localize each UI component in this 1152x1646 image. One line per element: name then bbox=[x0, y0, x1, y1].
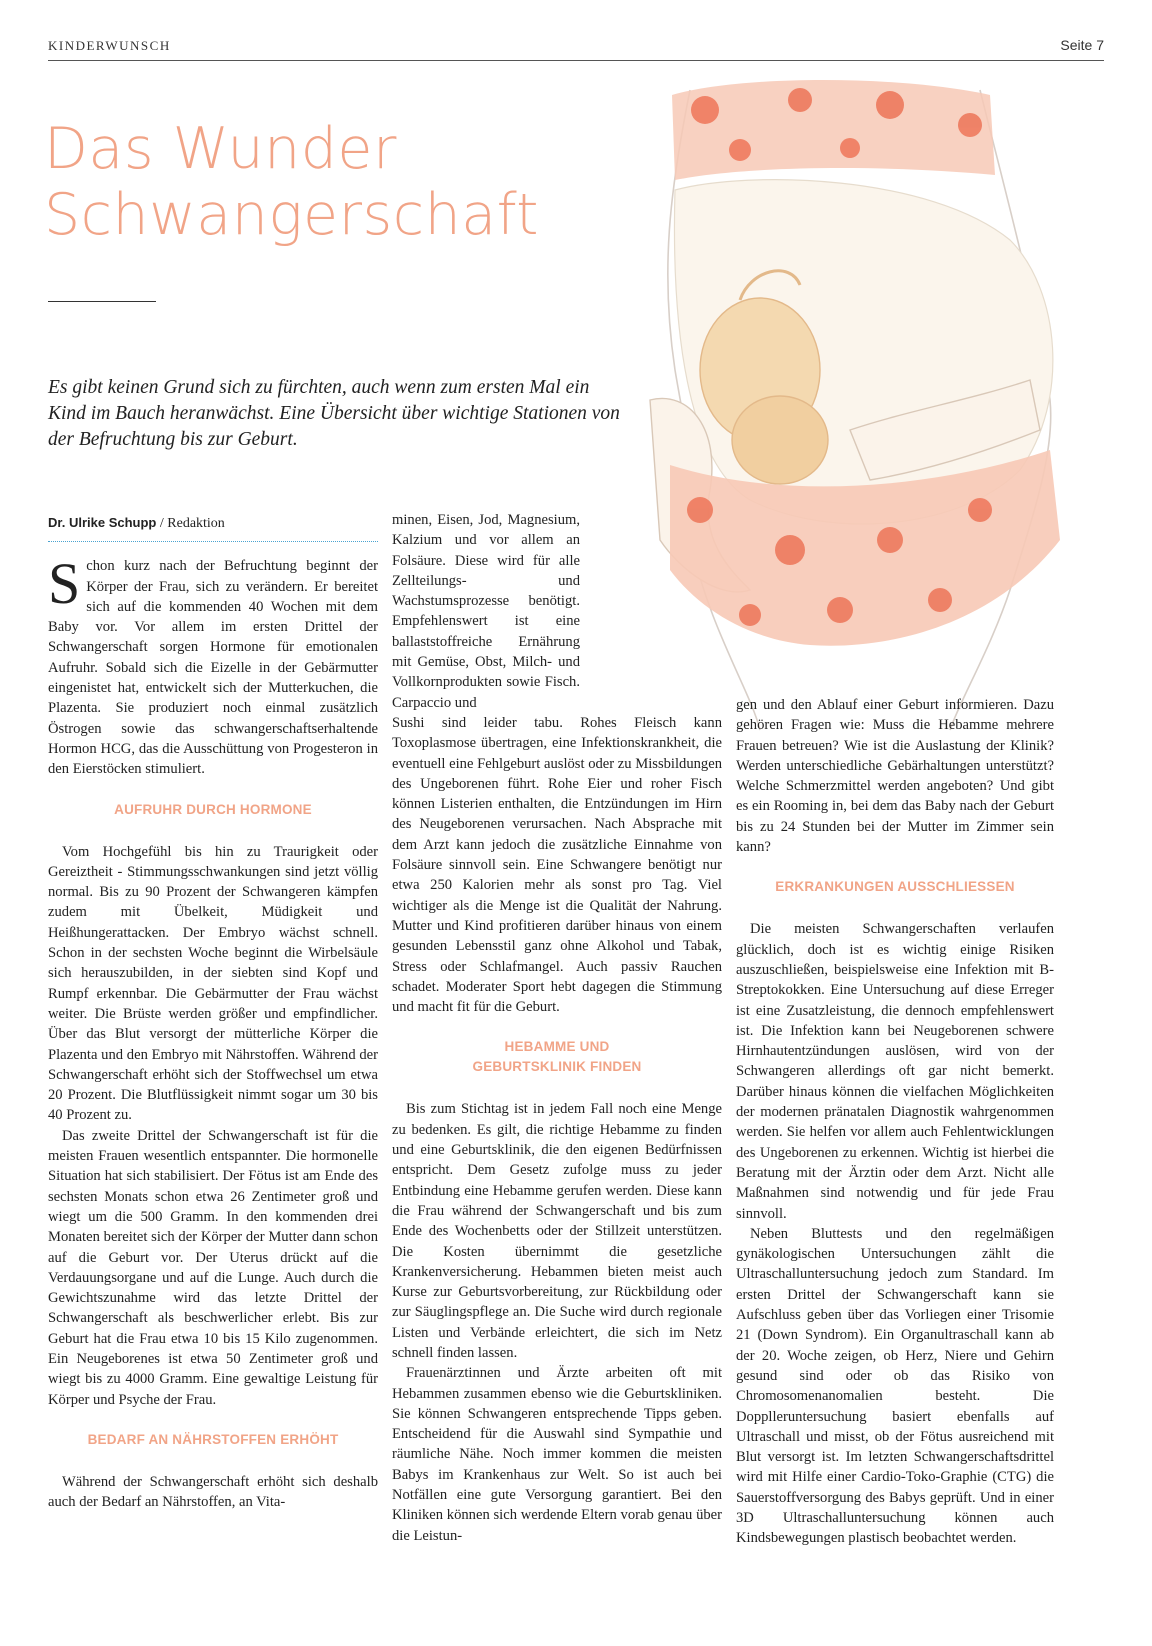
paragraph: Neben Bluttests und den regelmäßigen gynäkologischen Untersuchungen zählt die Ultraschalluntersuchung jedoch zum Standard. Im ersten Drittel der Schwangerschaft kann sie Aufschluss geben über das Vorliegen einer Trisomie 21 (Down Syndrom). Ein Organultraschall kann ab der 20. Woche zeigen, ob Herz, Niere und Gehirn gesund sind oder ob das Risiko von Chromosomenanomalien besteht. Die Dopplleruntersuchung basiert ebenfalls auf Ultraschall und misst, ob der Fötus ausreichend mit Blut versorgt ist. Im letzten Schwangerschaftsdrittel wird mit Hilfe einer Cardio-Toko-Graphie (CTG) die Sauerstoffversorgung des Babys geprüft. Und in einer 3D Ultraschalluntersuchung können auch Kindsbewegungen plastisch beobachtet werden. bbox=[736, 1225, 1054, 1547]
bra bbox=[672, 80, 995, 180]
column-2 bbox=[392, 510, 722, 1546]
paragraph: Das zweite Drittel der Schwangerschaft ist für die meisten Frauen wesentlich entspannter. Die hormonelle Situation hat sich stabilisiert. Der Fötus ist am Ende des sechsten Monats schon etwa 26 Zentimeter groß und wiegt um die 500 Gramm. In den kommenden drei Monaten bereitet sich der Körper der Mutter dann schon auf die Geburt vor. Der Uterus drückt auf die Verdauungsorgane und auf die Lunge. Auch durch die Gewichtszunahme wird das letzte Drittel der Schwangerschaft als beschwerlicher erlebt. Bis zur Geburt hat die Frau etwa 10 bis 15 Kilo zugenommen. Ein Neugeborenes ist etwa 50 Zentimeter groß und wiegt bis zu 4000 Gramm. Eine gewaltige Leistung für Körper und Psyche der Frau. bbox=[48, 1127, 378, 1408]
paragraph: minen, Eisen, Jod, Magnesium, Kalzium und vor allem an Folsäure. Diese wird für alle Zellteilungs- und Wachstumsprozesse benötigt. Empfehlenswert ist eine ballaststoffreiche Ernährung mit Gemüse, Obst, Milch- und Vollkornprodukten sowie Fisch. Carpaccio und bbox=[392, 512, 580, 711]
paragraph: Vom Hochgefühl bis hin zu Traurigkeit oder Gereiztheit - Stimmungsschwankungen sind jetzt völlig normal. Bis zu 90 Prozent der Schwangeren kämpfen zudem mit Übelkeit, Müdigkeit und Heißhungerattacken. Der Embryo wächst schnell. Schon in der sechsten Woche beginnt die Wirbelsäule sich herauszubilden, in der siebten sind Kopf und Rumpf erkennbar. Die Gebärmutter der Frau wächst weiter. Die Brüste werden größer und empfindlicher. Über das Blut versorgt der mütterliche Körper die Plazenta und den Embryo mit Nährstoffen. Während der Schwangerschaft erhöht sich der Stoffwechsel um etwa 20 Prozent. Die Blutflüssigkeit nimmt sogar um 30 bis 40 Prozent zu. bbox=[48, 843, 378, 1124]
subheading bbox=[392, 1037, 722, 1077]
paragraph: Bis zum Stichtag ist in jedem Fall noch eine Menge zu bedenken. Es gilt, die richtige Hebamme zu finden und eine Geburtsklinik, die den eigenen Bedürfnissen entspricht. Dem Gesetz zufolge muss zu jeder Entbindung eine Hebamme gerufen werden. Diese kann die Frau während der Schwangerschaft und bis zum Ende des Wochenbetts oder der Stillzeit unterstützen. Die Kosten übernimmt die gesetzliche Krankenversicherung. Hebammen bieten meist auch Kurse zur Geburtsvorbereitung, zur Rückbildung oder zur Säuglingspflege an. Die Suche wird durch regionale Listen und Verbände erleichtert, die sich im Netz schnell finden lassen. bbox=[392, 1101, 722, 1361]
paragraph: Die meisten Schwangerschaften verlaufen glücklich, doch ist es wichtig einige Risiken auszuschließen, beispielsweise eine Infektion mit B-Streptokokken. Eine Untersuchung auf diese Erreger ist eine Zusatzleistung, die dennoch empfehlenswert ist. Die Infektion kann bei Neugeborenen schwere Hirnhautentzündungen auslösen, wird von der Schwangeren allerdings oft gar nicht bemerkt. Darüber hinaus können die vielfachen Möglichkeiten der modernen pränatalen Diagnostik wahrgenommen werden. Sie helfen vor allem auch Fehlentwicklungen des Ungeborenen zu erkennen. Wichtig ist hierbei die Beratung mit der Ärztin oder dem Arzt. Nicht alle Maßnahmen sind notwendig und für jede Frau sinnvoll. bbox=[736, 921, 1054, 1222]
subheading: AUFRUHR DURCH HORMONE bbox=[114, 801, 312, 817]
page-number: Seite 7 bbox=[1060, 37, 1104, 53]
header-rule bbox=[48, 60, 1104, 61]
title-line-2: Schwangerschaft bbox=[44, 182, 540, 248]
subheading-line-2: GEBURTSKLINIK FINDEN bbox=[472, 1059, 642, 1075]
article-title bbox=[44, 116, 684, 248]
column-3 bbox=[736, 695, 1054, 1549]
running-header-section: KINDERWUNSCH bbox=[48, 38, 171, 53]
title-line-1: Das Wunder bbox=[44, 116, 397, 182]
byline bbox=[48, 513, 378, 542]
paragraph: Während der Schwangerschaft erhöht sich deshalb auch der Bedarf an Nährstoffen, an Vita- bbox=[48, 1473, 378, 1511]
subheading: ERKRANKUNGEN AUSSCHLIESSEN bbox=[775, 879, 1015, 895]
author-name: Dr. Ulrike Schupp bbox=[48, 515, 157, 530]
title-rule bbox=[48, 301, 156, 302]
subheading-line-1: HEBAMME UND bbox=[504, 1039, 610, 1055]
paragraph: gen und den Ablauf einer Geburt informieren. Dazu gehören Fragen wie: Muss die Hebamme mehrere Frauen betreuen? Wie ist die Auslastung der Klinik? Werden unterschiedliche Gebärhaltungen unterstützt? Welche Schmerzmittel werden angeboten? Und gibt es ein Rooming in, bei dem das Baby nach der Geburt bis zu 24 Stunden bei der Mutter im Zimmer sein kann? bbox=[736, 697, 1054, 856]
subheading: BEDARF AN NÄHRSTOFFEN ERHÖHT bbox=[87, 1431, 339, 1447]
paragraph bbox=[48, 551, 378, 779]
paragraph: Sushi sind leider tabu. Rohes Fleisch kann Toxoplasmose übertragen, eine Infektionskrankheit, die eventuell eine Fehlgeburt auslöst oder zu Missbildungen des Ungeborenen führt. Rohe Eier und roher Fisch können Listerien enthalten, die Entzündungen im Hirn des Neugeborenen verursachen. Nach Absprache mit dem Arzt kann jedoch die zusätzliche Einnahme von Folsäure sinnvoll sein. Eine Schwangere benötigt nur etwa 250 Kalorien mehr als sonst pro Tag. Viel wichtiger als die Menge ist die Qualität der Nahrung. Mutter und Kind profitieren darüber hinaus von einem gesunden Lebensstil ganz ohne Alkohol und Tabak, Stress oder Schlafmangel. Auch passiv Rauchen schadet. Moderater Sport hebt dagegen die Stimmung und macht fit für die Geburt. bbox=[392, 714, 722, 1016]
column-1 bbox=[48, 513, 378, 1512]
paragraph: Frauenärztinnen und Ärzte arbeiten oft mit Hebammen zusammen ebenso wie die Geburtskliniken. Sie können Schwangeren entsprechende Tipps geben. Entscheidend für die Auswahl sind Sympathie und räumliche Nähe. Noch immer kommen die meisten Babys im Krankenhaus zur Welt. So ist auch bei Notfällen eine gute Versorgung garantiert. Bei den Kliniken können sich werdende Eltern vorab genau über die Leistun- bbox=[392, 1365, 722, 1544]
drop-cap: S bbox=[48, 551, 81, 617]
article-lede: Es gibt keinen Grund sich zu fürchten, auch wenn zum ersten Mal ein Kind im Bauch heranwächst. Eine Übersicht über wichtige Stationen von der Befruchtung bis zur Geburt. bbox=[48, 377, 620, 450]
paragraph-text: chon kurz nach der Befruchtung beginnt der Körper der Frau, sich zu verändern. Er bereitet sich auf die kommenden 40 Wochen mit dem Baby vor. Vor allem im ersten Drittel der Schwangerschaft sorgen Hormone für emotionalen Aufruhr. Sobald sich die Eizelle in der Gebärmutter eingenistet hat, entwickelt sich der Mutterkuchen, die Plazenta. Sie produziert noch einmal zusätzlich Östrogen sowie das schwangerschaftserhaltende Hormon HCG, das die Ausschüttung von Progesteron in den Eierstöcken stimuliert. bbox=[48, 558, 378, 778]
author-role: / Redaktion bbox=[156, 516, 225, 531]
